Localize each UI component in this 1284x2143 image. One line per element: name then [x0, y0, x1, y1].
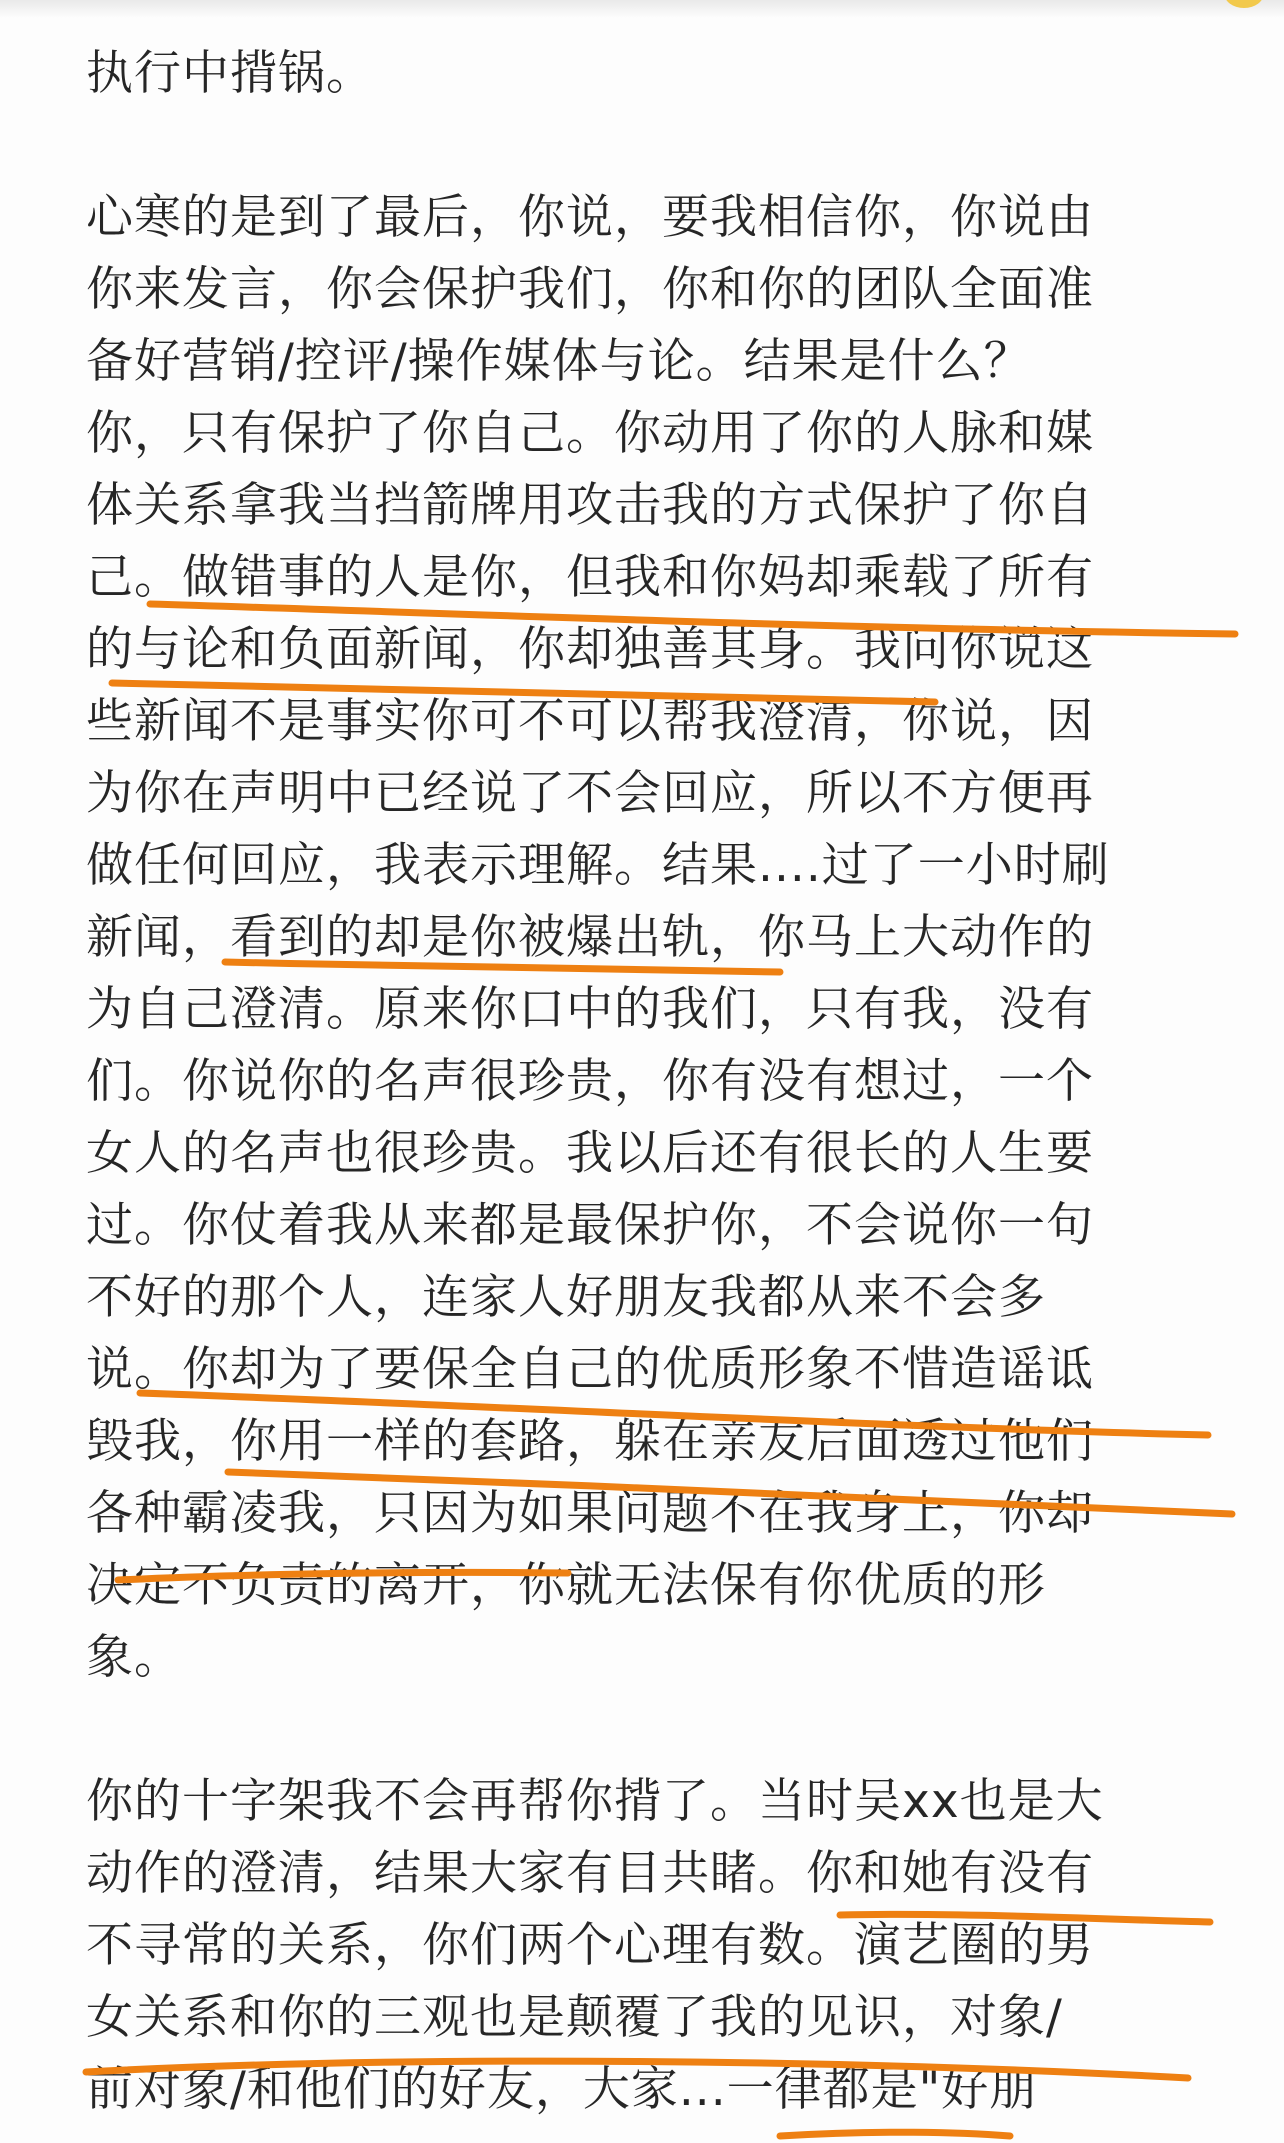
text-line: 心寒的是到了最后，你说，要我相信你，你说由 [86, 190, 1094, 245]
text-line: 前对象/和他们的好友，大家...一律都是"好朋 [86, 2062, 1038, 2117]
text-line: 毁我，你用一样的套路，躲在亲友后面透过他们 [86, 1414, 1094, 1469]
text-line: 做任何回应，我表示理解。结果....过了一小时刷 [86, 838, 1110, 893]
text-line: 们。你说你的名声很珍贵，你有没有想过，一个 [86, 1054, 1094, 1109]
text-line: 你的十字架我不会再帮你揹了。当时吴xx也是大 [86, 1774, 1104, 1829]
text-line: 决定不负责的离开，你就无法保有你优质的形 [86, 1558, 1046, 1613]
text-line: 过。你仗着我从来都是最保护你，不会说你一句 [86, 1198, 1094, 1253]
paragraph-gap [86, 1694, 1196, 1766]
text-line: 动作的澄清，结果大家有目共睹。你和她有没有 [86, 1846, 1094, 1901]
text-line: 些新闻不是事实你可不可以帮我澄清，你说，因 [86, 694, 1094, 749]
text-line: 备好营销/控评/操作媒体与论。结果是什么？ [86, 334, 1032, 389]
underline-stroke [780, 2132, 1010, 2136]
paragraph-gap [86, 110, 1196, 182]
text-line: 为自己澄清。原来你口中的我们，只有我，没有 [86, 982, 1094, 1037]
text-line: 你来发言，你会保护我们，你和你的团队全面准 [86, 262, 1094, 317]
text-line: 执行中揹锅。 [86, 46, 374, 101]
text-line: 各种霸凌我，只因为如果问题不在我身上，你却 [86, 1486, 1094, 1541]
text-line: 为你在声明中已经说了不会回应，所以不方便再 [86, 766, 1094, 821]
text-line: 不寻常的关系，你们两个心理有数。演艺圈的男 [86, 1918, 1094, 1973]
text-line: 的与论和负面新闻，你却独善其身。我问你说这 [86, 622, 1094, 677]
text-line: 象。 [86, 1630, 182, 1685]
text-line: 你，只有保护了你自己。你动用了你的人脉和媒 [86, 406, 1094, 461]
document-text [86, 38, 1196, 2126]
text-line: 体关系拿我当挡箭牌用攻击我的方式保护了你自 [86, 478, 1094, 533]
top-edge-shadow [0, 0, 1284, 18]
text-line: 女人的名声也很珍贵。我以后还有很长的人生要 [86, 1126, 1094, 1181]
text-line: 己。做错事的人是你，但我和你妈却乘载了所有 [86, 550, 1094, 605]
text-line: 新闻，看到的却是你被爆出轨，你马上大动作的 [86, 910, 1094, 965]
text-line: 不好的那个人，连家人好朋友我都从来不会多 [86, 1270, 1046, 1325]
text-line: 说。你却为了要保全自己的优质形象不惜造谣诋 [86, 1342, 1094, 1397]
text-line: 女关系和你的三观也是颠覆了我的见识，对象/ [86, 1990, 1063, 2045]
